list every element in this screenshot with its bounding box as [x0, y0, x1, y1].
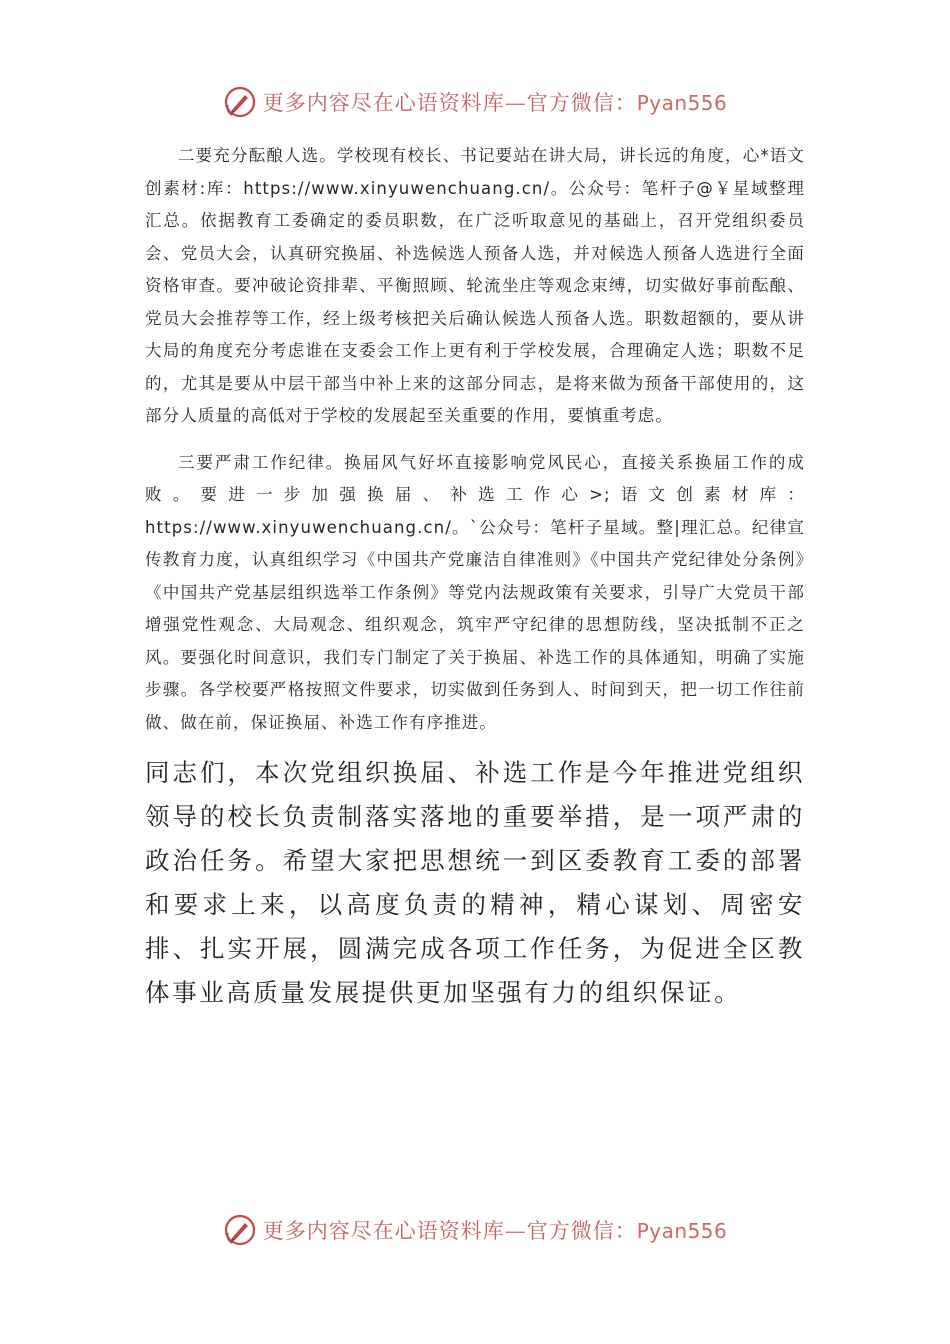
header-banner: [0, 82, 950, 122]
banner-label: 官方微信：: [526, 1219, 637, 1243]
paragraph-discipline: 三要严肃工作纪律。换届风气好坏直接影响党风民心，直接关系换届工作的成败。要进一步加强换届、补选工作心>;语文创素材库：https://www.xinyuwenchuang.cn/。`公众号：笔杆子星域。整|理汇总。纪律宣传教育力度，认真组织学习《中国共产党廉洁自律准则》《中国共产党纪律处分条例》《中国共产党基层组织选举工作条例》等党内法规政策有关要求，引导广大党员干部增强党性观念、大局观念、组织观念，筑牢严守纪律的思想防线，坚决抵制不正之风。要强化时间意识，我们专门制定了关于换届、补选工作的具体通知，明确了实施步骤。各学校要严格按照文件要求，切实做到任务到人、时间到天，把一切工作往前做、做在前，保证换届、补选工作有序推进。: [145, 452, 805, 732]
footer-banner: [0, 1210, 950, 1250]
banner-title: 更多内容尽在心语资料库: [262, 1219, 505, 1243]
banner-separator: —: [504, 91, 527, 115]
banner-separator: —: [504, 1219, 527, 1243]
pen-logo-icon: [223, 1213, 257, 1247]
document-body: [145, 140, 805, 1015]
banner-text: [263, 1215, 728, 1245]
paragraph-candidates: 二要充分酝酿人选。学校现有校长、书记要站在讲大局，讲长远的角度，心*语文创素材:库：https://www.xinyuwenchuang.cn/。公众号：笔杆子@￥星域整理汇总。依据教育工委确定的委员职数，在广泛听取意见的基础上，召开党组织委员会、党员大会，认真研究换届、补选候选人预备人选，并对候选人预备人选进行全面资格审查。要冲破论资排辈、平衡照顾、轮流坐庄等观念束缚，切实做好事前酝酿、党员大会推荐等工作，经上级考核把关后确认候选人预备人选。职数超额的，要从讲大局的角度充分考虑谁在支委会工作上更有利于学校发展，合理确定人选；职数不足的，尤其是要从中层干部当中补上来的这部分同志，是将来做为预备干部使用的，这部分人质量的高低对于学校的发展起至关重要的作用，要慎重考虑。: [145, 146, 805, 425]
pen-logo-icon: [223, 85, 257, 119]
wechat-id: Pyan556: [636, 1219, 728, 1243]
banner-label: 官方微信：: [526, 91, 637, 115]
wechat-id: Pyan556: [636, 91, 728, 115]
closing-paragraph: 同志们，本次党组织换届、补选工作是今年推进党组织领导的校长负责制落实落地的重要举措，是一项严肃的政治任务。希望大家把思想统一到区委教育工委的部署和要求上来，以高度负责的精神，精心谋划、周密安排、扎实开展，圆满完成各项工作任务，为促进全区教体事业高质量发展提供更加坚强有力的组织保证。: [145, 758, 805, 1007]
banner-text: [263, 87, 728, 117]
banner-title: 更多内容尽在心语资料库: [262, 91, 505, 115]
